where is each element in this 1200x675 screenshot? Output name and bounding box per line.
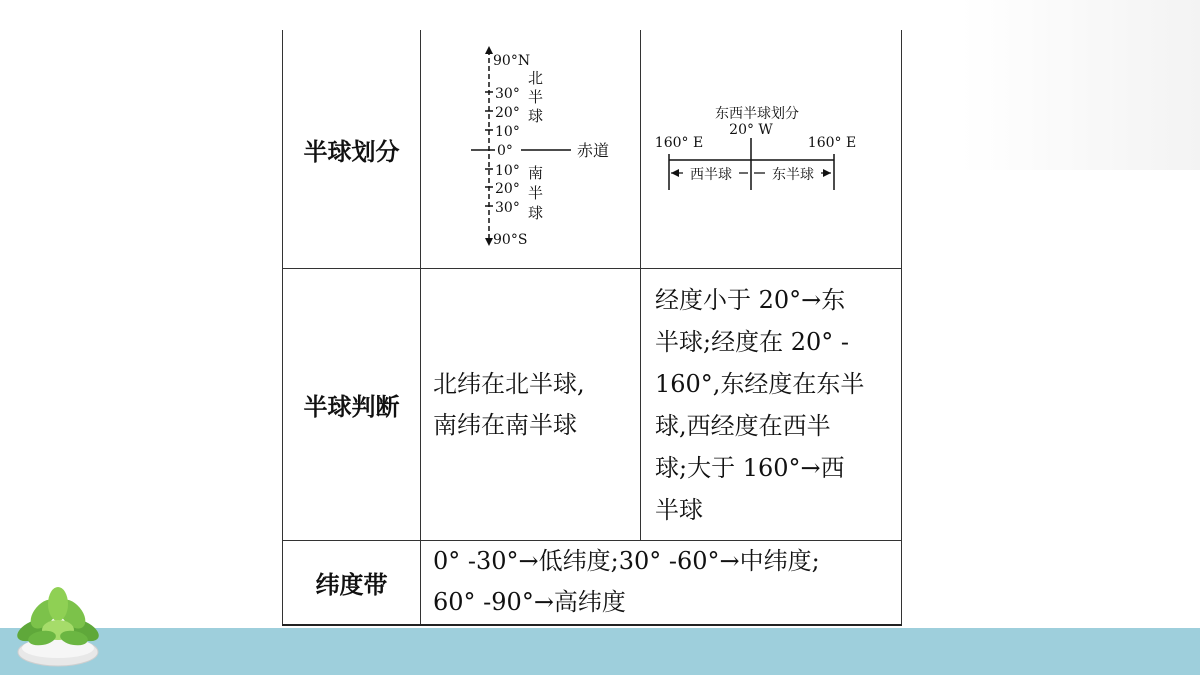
lat-tick-label: 10° <box>495 163 520 179</box>
text-line: 南纬在南半球 <box>433 410 577 439</box>
text-line: 160°,东经度在东半 <box>655 369 865 398</box>
table-row <box>283 541 902 625</box>
lon-left-label: 160° E <box>654 135 704 151</box>
ns-judgment-cell <box>421 269 641 541</box>
text-line: 经度小于 20°→东 <box>655 285 846 314</box>
equator-label: 赤道 <box>577 141 610 160</box>
succulent-plant-icon <box>12 578 104 670</box>
arrow-left-icon <box>671 169 679 177</box>
arrow-right-icon <box>823 169 831 177</box>
north-hemisphere-char: 球 <box>528 107 544 125</box>
lat-tick-label: 20° <box>495 181 520 197</box>
text-line: 球;大于 160°→西 <box>655 453 845 482</box>
bottom-band <box>0 628 1200 675</box>
row-label-division: 半球划分 <box>283 30 421 269</box>
south-hemisphere-char: 南 <box>528 164 544 182</box>
north-hemisphere-char: 北 <box>528 69 544 87</box>
latitude-diagram-cell <box>421 30 641 269</box>
lon-diagram-title: 东西半球划分 <box>715 106 799 122</box>
north-hemisphere-char: 半 <box>528 88 544 106</box>
text-line: 0° -30°→低纬度;30° -60°→中纬度; <box>433 547 820 576</box>
text-line: 北纬在北半球, <box>433 369 585 398</box>
lon-center-label: 20° W <box>729 122 773 138</box>
lon-right-label: 160° E <box>807 135 857 151</box>
zones-cell <box>421 541 902 625</box>
lat-bottom-label: 90°S <box>493 232 528 248</box>
text-line: 半球;经度在 20° - <box>655 327 849 356</box>
east-hemisphere-label: 东半球 <box>772 167 814 183</box>
south-hemisphere-char: 半 <box>528 184 544 202</box>
latitude-diagram <box>421 30 640 264</box>
arrow-down-icon <box>485 238 493 246</box>
text-line: 球,西经度在西半 <box>655 411 831 440</box>
lat-tick-label: 30° <box>495 86 520 102</box>
table-row <box>283 30 902 269</box>
south-hemisphere-char: 球 <box>528 204 544 222</box>
ew-judgment-cell <box>641 269 902 541</box>
table-row <box>283 269 902 541</box>
lat-tick-label: 10° <box>495 124 520 140</box>
lat-top-label: 90°N <box>493 53 531 69</box>
row-label-zones: 纬度带 <box>283 541 421 625</box>
west-hemisphere-label: 西半球 <box>690 167 732 183</box>
lat-tick-label: 0° <box>497 143 513 159</box>
lat-tick-label: 30° <box>495 200 520 216</box>
lat-tick-label: 20° <box>495 105 520 121</box>
longitude-diagram <box>641 30 901 264</box>
arrow-up-icon <box>485 46 493 54</box>
text-line: 半球 <box>655 495 703 524</box>
background-fade <box>960 0 1200 170</box>
hemisphere-table <box>282 30 902 626</box>
text-line: 60° -90°→高纬度 <box>433 588 626 617</box>
longitude-diagram-cell <box>641 30 902 269</box>
row-label-judgment: 半球判断 <box>283 269 421 541</box>
